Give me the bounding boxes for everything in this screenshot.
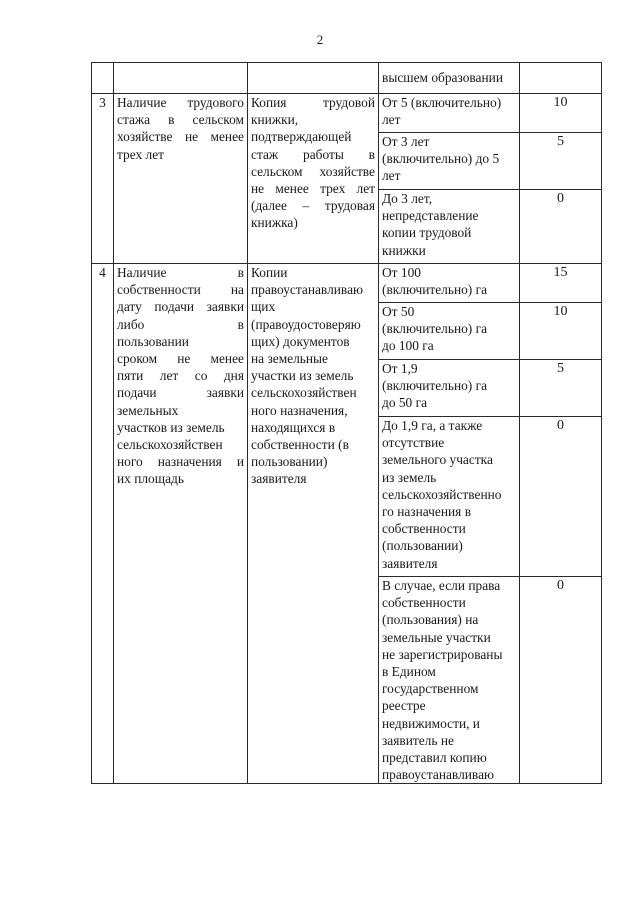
cell-condition: В случае, если права собственности (пользования) на земельные участки не зарегистрированы в Едином государственном реестре недвижимости, и заявитель не представил копию правоустанавливаю [379, 577, 520, 784]
cell-condition: От 5 (включительно) лет [379, 94, 520, 133]
cell-number: 4 [92, 264, 114, 784]
table-row-continued [92, 63, 602, 94]
page-number: 2 [316, 32, 324, 47]
cell-points: 15 [520, 264, 602, 303]
cell-number: 3 [92, 94, 114, 264]
cell-criterion-empty [114, 63, 248, 94]
cell-points: 0 [520, 577, 602, 784]
cell-document: Копия трудовой книжки, подтверждающей стаж работы в сельском хозяйстве не менее трех лет (далее – трудовая книжка) [248, 94, 379, 264]
cell-number-empty [92, 63, 114, 94]
cell-condition: От 50 (включительно) га до 100 га [379, 303, 520, 360]
cell-points: 5 [520, 360, 602, 417]
cell-criterion: Наличие в собственности на дату подачи заявки либо в пользовании сроком не менее пяти лет со дня подачи заявки земельных участков из земель сельскохозяйствен ного назначения и их площадь [114, 264, 248, 784]
cell-points-empty [520, 63, 602, 94]
cell-points: 10 [520, 303, 602, 360]
cell-points: 0 [520, 190, 602, 264]
cell-condition: От 100 (включительно) га [379, 264, 520, 303]
cell-points: 5 [520, 133, 602, 190]
cell-condition: До 1,9 га, а также отсутствие земельного участка из земель сельскохозяйственно го назначения в собственности (пользовании) заявителя [379, 417, 520, 577]
cell-condition: От 1,9 (включительно) га до 50 га [379, 360, 520, 417]
cell-points: 10 [520, 94, 602, 133]
table-row [92, 264, 602, 303]
cell-criterion: Наличие трудового стажа в сельском хозяйстве не менее трех лет [114, 94, 248, 264]
cell-points: 0 [520, 417, 602, 577]
cell-condition: От 3 лет (включительно) до 5 лет [379, 133, 520, 190]
cell-condition: высшем образовании [379, 63, 520, 94]
cell-document-empty [248, 63, 379, 94]
cell-condition: До 3 лет, непредставление копии трудовой книжки [379, 190, 520, 264]
table-row [92, 94, 602, 133]
cell-document: Копии правоустанавливаю щих (правоудостоверяю щих) документов на земельные участки из земель сельскохозяйствен ного назначения, находящихся в собственности (в пользовании) заявителя [248, 264, 379, 784]
criteria-table [91, 62, 602, 784]
